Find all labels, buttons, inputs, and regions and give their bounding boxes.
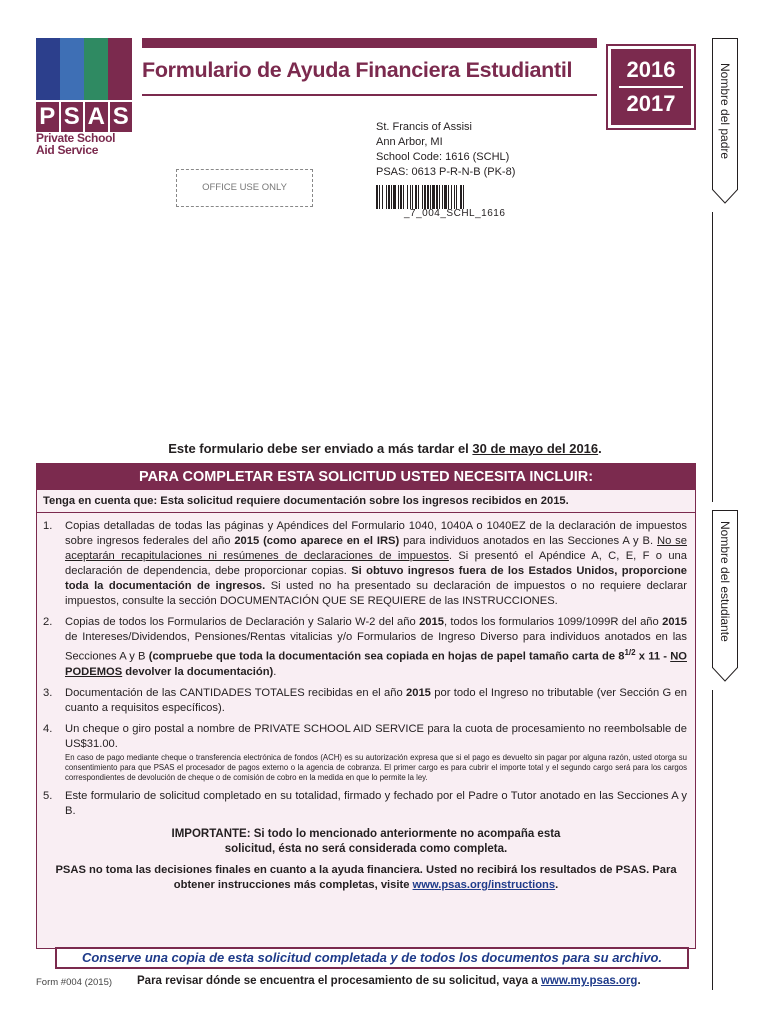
item1-text-g: Si usted no ha presentado su declaración de impuestos o no requiere declarar impuestos, consulte la sección DOCUMENTACIÓN QUE SE REQUIERE de las INSTRUCCIONES. (65, 580, 687, 607)
year-inner (611, 49, 691, 125)
requirement-item-4 (37, 722, 695, 783)
barcode-text: _7_004_SCHL_1616 (404, 208, 506, 219)
school-city: Ann Arbor, MI (376, 136, 443, 148)
deadline-suffix: . (598, 441, 602, 456)
year-bottom: 2017 (626, 91, 676, 116)
deadline-text (0, 441, 770, 456)
status-check-text: Para revisar dónde se encuentra el procesamiento de su solicitud, vaya a (137, 975, 541, 987)
logo-color-bars (36, 38, 132, 100)
item2-text-j: devolver la documentación) (122, 665, 274, 678)
income-note: Tenga en cuenta que: Esta solicitud requiere documentación sobre los ingresos recibidos en 2015. (43, 495, 569, 507)
barcode-bar (451, 185, 452, 209)
item3-text-c: por todo el Ingreso no tributable (ver Sección G en cuanto a requisitos específicos). (65, 686, 687, 714)
item1-text-b: 2015 (como aparece en el IRS) (234, 535, 400, 547)
item2-text-e: de Intereses/Dividendos, Pensiones/Rentas vitalicias y/o Formularios de Ingreso Diverso para individuos anotados en las Secciones A y B (65, 631, 687, 663)
barcode-bar (379, 185, 380, 209)
psas-decision-note (37, 863, 695, 893)
logo-letters (36, 102, 132, 132)
barcode-bar (410, 185, 411, 209)
instructions-link[interactable]: www.psas.org/instructions (412, 878, 556, 891)
barcode-bar (444, 185, 447, 209)
item3-text-a: Documentación de las CANTIDADES TOTALES recibidas en el año (65, 686, 407, 699)
barcode-bar (456, 185, 457, 209)
barcode-bar (388, 185, 390, 209)
item1-text-d: No se aceptarán recapitulaciones ni resúmenes de declaraciones de impuestos (65, 535, 687, 562)
item1-text-a: Copias detalladas de todas las páginas y Apéndices del Formulario 1040, 1040A o 1040EZ de la declaración de impuestos sobre ingresos federales del año (65, 520, 687, 547)
requirement-item-5 (37, 789, 695, 819)
year-box (606, 44, 696, 130)
barcode-bar (436, 185, 438, 209)
barcode-bar (398, 185, 399, 209)
barcode-bar (454, 185, 455, 209)
school-code: School Code: 1616 (SCHL) (376, 151, 510, 163)
logo-letter: S (61, 102, 84, 132)
item-number: 5. (43, 789, 53, 802)
title-rule-bottom (142, 94, 597, 96)
item4-text-a: Un cheque o giro postal a nombre de PRIVATE SCHOOL AID SERVICE para la cuota de procesamiento no reembolsable de US$31.00. (65, 722, 687, 750)
parent-name-tab[interactable] (712, 38, 738, 190)
requirements-section (36, 463, 696, 949)
logo-bar-1 (36, 38, 60, 100)
barcode-bar (382, 185, 383, 209)
barcode-bar (427, 185, 429, 209)
item5-text-a: Este formulario de solicitud completado en su totalidad, firmado y fechado por el Padre o Tutor anotado en las Secciones A y B. (65, 789, 687, 817)
barcode-bar (400, 185, 402, 209)
barcode-bar (424, 185, 426, 209)
item1-text-c: para individuos anotados en las Secciones A y B. (399, 535, 657, 547)
psas-note-end: . (555, 878, 559, 891)
logo-bar-4 (108, 38, 132, 100)
student-tab-divider (712, 690, 713, 990)
logo-line-2: Aid Service (36, 143, 99, 157)
status-check-note (137, 975, 641, 987)
title-rule-top (142, 38, 597, 48)
deadline-prefix: Este formulario debe ser enviado a más tardar el (168, 441, 473, 456)
requirement-item-2 (37, 615, 695, 680)
requirements-banner: PARA COMPLETAR ESTA SOLICITUD USTED NECESITA INCLUIR: (37, 464, 695, 490)
barcode-bar (386, 185, 387, 209)
item2-text-d: 2015 (662, 616, 687, 628)
barcode-bar (460, 185, 462, 209)
item4-fine-print: En caso de pago mediante cheque o transferencia electrónica de fondos (ACH) es su autorización expresa que si el pago es devuelto sin pagar por alguna razón, usted otorga su consentimiento para que PSAS el procesador de pagos externo o la agencia de cobranza. El primer cargo es para cubrir el importe total y el segundo cargo será para los cargos correspondientes de devolución de cheque o de comisión de cobro en la medida en que lo permite la ley. (65, 752, 687, 782)
barcode-bar (393, 185, 396, 209)
logo-line-1: Private School (36, 131, 116, 145)
barcode-bar (376, 185, 378, 209)
parent-tab-divider (712, 212, 713, 502)
barcode-bar (407, 185, 408, 209)
page-title: Formulario de Ayuda Financiera Estudiantil (142, 58, 573, 82)
keep-copy-notice: Conserve una copia de esta solicitud completada y de todos los documentos para su archivo. (55, 947, 689, 969)
requirement-item-1 (37, 519, 695, 609)
item2-text-b: 2015 (419, 616, 444, 628)
barcode-bar (448, 185, 449, 209)
item2-text-f: (compruebe que toda la documentación sea copiada en hojas de papel tamaño carta de 8 (148, 650, 625, 663)
deadline-date: 30 de mayo del 2016 (472, 441, 599, 456)
important-line-2: solicitud, ésta no será considerada como completa. (224, 842, 508, 855)
year-top: 2016 (626, 57, 676, 82)
parent-tab-arrow (712, 189, 738, 205)
barcode (376, 185, 526, 209)
item-number: 2. (43, 616, 53, 628)
my-psas-link[interactable]: www.my.psas.org (540, 975, 638, 987)
barcode-bar (422, 185, 423, 209)
item-number: 3. (43, 686, 53, 699)
student-name-tab-label: Nombre del estudiante (718, 521, 732, 642)
barcode-bar (463, 185, 464, 209)
barcode-bar (415, 185, 417, 209)
item1-text-e: . Si presentó el Apéndice A, C, E, F o una declaración de dependencia, debe proporcionar copias. (65, 550, 687, 577)
barcode-bar (403, 185, 404, 209)
barcode-bar (439, 185, 440, 209)
office-use-box: OFFICE USE ONLY (176, 169, 313, 207)
status-check-end: . (637, 975, 641, 987)
barcode-bar (412, 185, 413, 209)
logo-letter: P (36, 102, 59, 132)
item-number: 4. (43, 722, 53, 735)
barcode-bar (442, 185, 443, 209)
item2-text-c: , todos los formularios 1099/1099R del año (443, 616, 663, 628)
parent-name-tab-label: Nombre del padre (718, 63, 732, 160)
psas-note-text: PSAS no toma las decisiones finales en cuanto a la ayuda financiera. Usted no recibirá los resultados de PSAS. Para obtener instrucciones más completas, visite (55, 863, 677, 891)
barcode-bar (391, 185, 392, 209)
logo-letter: S (110, 102, 133, 132)
item2-text-k: . (273, 665, 277, 678)
form-number: Form #004 (2015) (36, 977, 113, 988)
item2-text-h: x 11 - (635, 650, 671, 663)
barcode-bar (430, 185, 431, 209)
school-psas-code: PSAS: 0613 P-R-N-B (PK-8) (376, 166, 516, 178)
item-number: 1. (43, 520, 53, 532)
logo-bar-2 (60, 38, 84, 100)
school-name: St. Francis of Assisi (376, 121, 472, 133)
psas-logo (36, 38, 132, 156)
requirement-item-3 (37, 686, 695, 716)
student-tab-arrow (712, 667, 738, 683)
student-name-tab[interactable] (712, 510, 738, 668)
barcode-bar (418, 185, 419, 209)
important-line-1: IMPORTANTE: Si todo lo mencionado anteriormente no acompaña esta (171, 827, 561, 840)
item1-text-f: Si obtuvo ingresos fuera de los Estados Unidos, proporcione toda la documentación de ingresos. (65, 565, 688, 592)
year-divider (619, 86, 683, 88)
barcode-bar (432, 185, 435, 209)
school-info (376, 120, 515, 180)
important-notice (37, 827, 695, 857)
logo-bar-3 (84, 38, 108, 100)
section-divider (37, 512, 695, 513)
item2-text-a: Copias de todos los Formularios de Declaración y Salario W-2 del año (65, 616, 420, 628)
logo-letter: A (85, 102, 108, 132)
item2-text-i: NO PODEMOS (65, 650, 687, 678)
item2-text-g: 1/2 (624, 648, 636, 657)
item3-text-b: 2015 (406, 686, 431, 699)
